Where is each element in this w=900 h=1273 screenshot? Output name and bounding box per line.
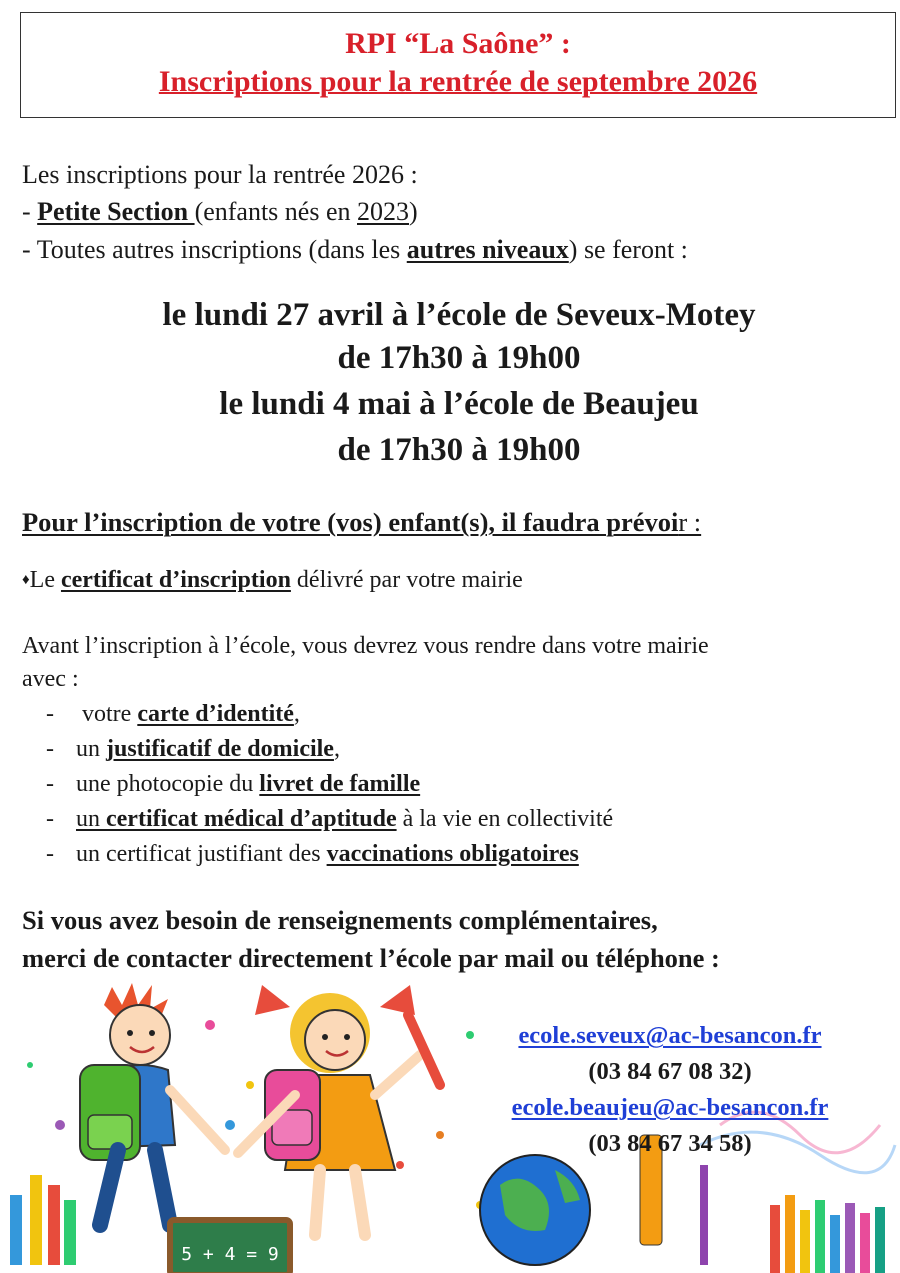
email-seveux-link[interactable]: ecole.seveux@ac-besancon.fr: [518, 1022, 822, 1049]
list-dash: -: [46, 806, 54, 832]
list-item: [46, 771, 420, 798]
list-item-bold: carte d’identité: [137, 701, 294, 727]
list-item-bold: certificat médical d’aptitude: [100, 806, 397, 832]
list-item-bold: justificatif de domicile: [106, 736, 334, 762]
intro-ps-end: ): [409, 197, 418, 226]
diamond-bullet-icon: ♦: [22, 572, 30, 588]
girl-figure: [238, 985, 440, 1235]
closing-line-2: merci de contacter directement l’école par mail ou téléphone :: [22, 943, 720, 973]
globe: [480, 1155, 590, 1265]
list-item-post: à la vie en collectivité: [396, 806, 614, 832]
phone-seveux: (03 84 67 08 32): [588, 1058, 752, 1085]
list-item: [46, 736, 340, 763]
title-box: [20, 12, 896, 118]
schedule-seveux: le lundi 27 avril à l’école de Seveux-Motey: [162, 297, 756, 333]
intro-ps-dash: -: [22, 197, 38, 226]
intro-ps-mid: (enfants nés en: [194, 197, 357, 226]
colored-pencils: [770, 1195, 885, 1273]
before-line-2: avec :: [22, 666, 79, 692]
certificate-post: délivré par votre mairie: [290, 567, 523, 593]
list-dash: -: [46, 736, 54, 762]
certificate-bold: certificat d’inscription: [60, 567, 291, 593]
intro-ps-label: Petite Section: [37, 197, 195, 226]
intro-others-end: ) se feront :: [568, 235, 688, 264]
list-item: [46, 806, 613, 833]
schedule-beaujeu: le lundi 4 mai à l’école de Beaujeu: [219, 386, 699, 422]
boy-figure: [80, 983, 225, 1225]
email-beaujeu[interactable]: [440, 1094, 900, 1122]
school-children-illustration: [0, 975, 900, 1273]
email-beaujeu-link[interactable]: ecole.beaujeu@ac-besancon.fr: [511, 1094, 829, 1121]
intro-others-start: - Toutes autres inscriptions (dans les: [22, 235, 407, 264]
email-seveux[interactable]: [440, 1022, 900, 1050]
intro-others: [22, 235, 688, 265]
list-item-post: ,: [333, 736, 340, 762]
list-item-pre: un: [76, 736, 106, 762]
closing-line-1: Si vous avez besoin de renseignements complémentaires,: [22, 905, 658, 935]
chalkboard-text: 5 + 4 = 9: [181, 1244, 279, 1265]
intro-others-bold: autres niveaux: [406, 235, 569, 264]
schedule-beaujeu-time: de 17h30 à 19h00: [337, 432, 581, 468]
list-item: [46, 841, 579, 868]
intro-ps-year: 2023: [357, 197, 409, 226]
list-item-pre: un certificat justifiant des: [76, 841, 327, 867]
requirements-heading-end: r :: [678, 507, 702, 537]
list-item-post: ,: [293, 701, 300, 727]
phone-beaujeu: (03 84 67 34 58): [588, 1130, 752, 1157]
certificate-pre: Le: [29, 567, 61, 593]
list-dash: -: [46, 771, 54, 797]
title-inscriptions: Inscriptions pour la rentrée de septembre 2026: [158, 65, 758, 98]
intro-petite-section: [22, 197, 418, 227]
before-line-1: Avant l’inscription à l’école, vous devrez vous rendre dans votre mairie: [22, 633, 709, 659]
list-item-bold: vaccinations obligatoires: [326, 841, 579, 867]
list-item: [46, 701, 300, 728]
list-item-bold: livret de famille: [259, 771, 421, 797]
list-item-pre: votre: [76, 701, 138, 727]
schedule-seveux-time: de 17h30 à 19h00: [337, 340, 581, 376]
intro-line: Les inscriptions pour la rentrée 2026 :: [22, 160, 418, 189]
certificate-line: [22, 567, 523, 594]
list-dash: -: [46, 701, 54, 727]
list-dash: -: [46, 841, 54, 867]
requirements-heading: [22, 507, 701, 538]
list-item-pre: un: [76, 806, 100, 832]
chalkboard: [170, 1220, 290, 1273]
list-item-pre: une photocopie du: [76, 771, 260, 797]
requirements-heading-bold: Pour l’inscription de votre (vos) enfant(s), il faudra prévoi: [22, 507, 679, 537]
title-rpi: RPI “La Saône” :: [345, 27, 571, 60]
